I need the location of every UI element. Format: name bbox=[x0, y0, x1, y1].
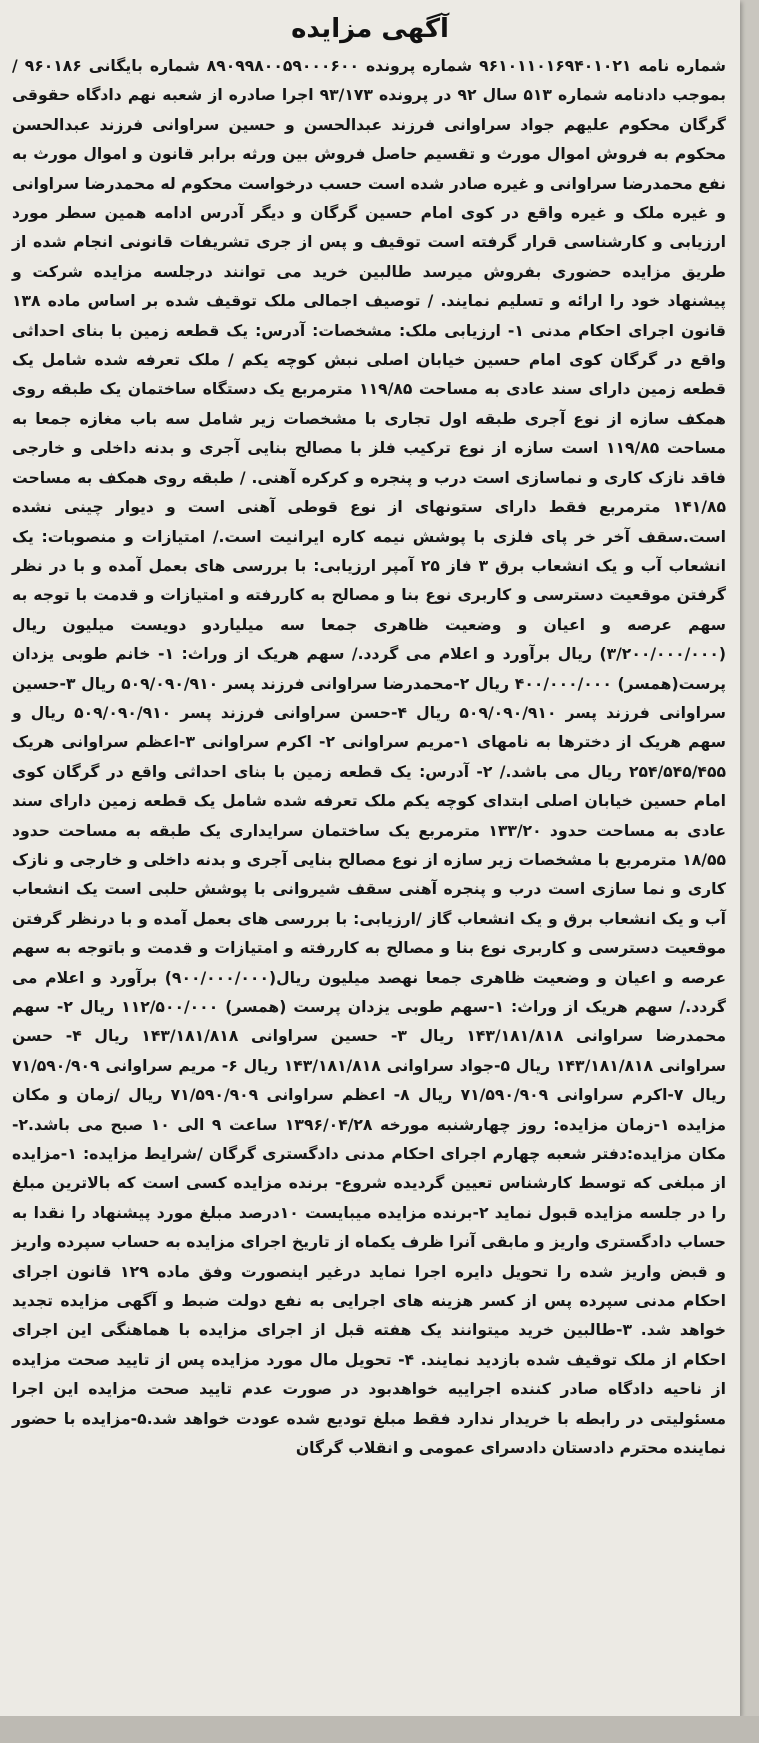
notice-title: آگهی مزایده bbox=[291, 14, 449, 44]
notice-body: شماره نامه ۹۶۱۰۱۱۰۱۶۹۴۰۱۰۲۱ شماره پرونده ۸۹۰۹۹۸۰۰۵۹۰۰۰۶۰۰ شماره بایگانی ۹۶۰۱۸۶ /بموجب دادنامه شماره ۵۱۳ سال ۹۲ در پرونده ۹۳/۱۷۳ اجرا صادره از شعبه نهم دادگاه حقوقی گرگان محکوم علیهم جواد سراوانی فرزند عبدالحسن و حسین سراوانی فرزند عبدالحسن محکوم به فروش اموال مورث و تقسیم حاصل فروش بین ورثه برابر قانون و اموال مورث به نفع محمدرضا سراوانی و غیره صادر شده است حسب درخواست محکوم له محمدرضا سراوانی و غیره ملک و غیره واقع در کوی امام حسین گرگان و دیگر آدرس ادامه همین سطر مورد ارزیابی و کارشناسی قرار گرفته است توقیف و پس از جری تشریفات قانونی انجام شده از طریق مزایده حضوری بفروش میرسد طالبین خرید می توانند درجلسه مزایده شرکت و پیشنهاد خود را ارائه و تسلیم نمایند. / توصیف اجمالی ملک توقیف شده بر اساس ماده ۱۳۸ قانون اجرای احکام مدنی ۱- ارزیابی ملک: مشخصات: آدرس: یک قطعه زمین با بنای احداثی واقع در گرگان کوی امام حسین خیابان اصلی نبش کوچه یکم / ملک تعرفه شده شامل یک قطعه زمین دارای سند عادی به مساحت ۱۱۹/۸۵ مترمربع یک دستگاه ساختمان یک طبقه روی همکف سازه از نوع آجری طبقه اول تجاری با مشخصات زیر شامل سه باب مغازه جمعا به مساحت ۱۱۹/۸۵ است سازه از نوع ترکیب فلز با مصالح بنایی آجری و بدنه داخلی و خارجی فاقد نازک کاری و نماسازی است درب و پنجره و کرکره آهنی. / طبقه روی همکف به مساحت ۱۴۱/۸۵ مترمربع فقط دارای ستونهای از نوع قوطی آهنی است و دیوار چینی نشده است.سقف آخر خر پای فلزی با پوشش نیمه کاره ایرانیت است./ امتیازات و منصوبات: یک انشعاب آب و یک انشعاب برق ۳ فاز ۲۵ آمپر ارزیابی: با بررسی های بعمل آمده و با در نظر گرفتن موقعیت دسترسی و کاربری نوع بنا و مصالح به کاررفته و امتیازات و قدمت با توجه به سهم عرصه و اعیان و وضعیت ظاهری جمعا سه میلیاردو دویست میلیون ریال (۳/۲۰۰/۰۰۰/۰۰۰) ریال برآورد و اعلام می گردد./ سهم هریک از وراث: ۱- خانم طوبی یزدان پرست(همسر) ۴۰۰/۰۰۰/۰۰۰ ریال ۲-محمدرضا سراوانی فرزند پسر ۵۰۹/۰۹۰/۹۱۰ ریال ۳-حسین سراوانی فرزند پسر ۵۰۹/۰۹۰/۹۱۰ ریال ۴-حسن سراوانی فرزند پسر ۵۰۹/۰۹۰/۹۱۰ ریال و سهم هریک از دخترها به نامهای ۱-مریم سراوانی ۲- اکرم سراوانی ۳-اعظم سراوانی هریک ۲۵۴/۵۴۵/۴۵۵ ریال می باشد./ ۲- آدرس: یک قطعه زمین با بنای احداثی واقع در گرگان کوی امام حسین خیابان اصلی ابتدای کوچه یکم ملک تعرفه شده شامل یک قطعه زمین دارای سند عادی به مساحت حدود ۱۳۳/۲۰ مترمربع یک ساختمان سرایداری یک طبقه به مساحت حدود ۱۸/۵۵ مترمربع با مشخصات زیر سازه از نوع مصالح بنایی آجری و بدنه داخلی و خارجی و نازک کاری و نما سازی است درب و پنجره آهنی سقف شیروانی با پوشش حلبی است یک انشعاب آب و یک انشعاب برق و یک انشعاب گاز /ارزیابی: با بررسی های بعمل آمده و با درنظر گرفتن موقعیت دسترسی و کاربری نوع بنا و مصالح به کاررفته و امتیازات و قدمت و باتوجه به سهم عرصه و اعیان و وضعیت ظاهری جمعا نهصد میلیون ریال(۹۰۰/۰۰۰/۰۰۰) برآورد و اعلام می گردد./ سهم هریک از وراث: ۱-سهم طوبی یزدان پرست (همسر) ۱۱۲/۵۰۰/۰۰۰ ریال ۲- سهم محمدرضا سراوانی ۱۴۳/۱۸۱/۸۱۸ ریال ۳- حسین سراوانی ۱۴۳/۱۸۱/۸۱۸ ریال ۴- حسن سراوانی ۱۴۳/۱۸۱/۸۱۸ ریال ۵-جواد سراوانی ۱۴۳/۱۸۱/۸۱۸ ریال ۶- مریم سراوانی ۷۱/۵۹۰/۹۰۹ ریال ۷-اکرم سراوانی ۷۱/۵۹۰/۹۰۹ ریال ۸- اعظم سراوانی ۷۱/۵۹۰/۹۰۹ ریال /زمان و مکان مزایده ۱-زمان مزایده: روز چهارشنبه مورخه ۱۳۹۶/۰۴/۲۸ ساعت ۹ الی ۱۰ صبح می باشد.۲-مکان مزایده:دفتر شعبه چهارم اجرای احکام مدنی دادگستری گرگان /شرایط مزایده: ۱-مزایده از مبلغی که توسط کارشناس تعیین گردیده شروع- برنده مزایده کسی است که بالاترین مبلغ را در جلسه مزایده قبول نماید ۲-برنده مزایده میبایست ۱۰درصد مبلغ مورد پیشنهاد را نقدا به حساب دادگستری واریز و مابقی آنرا ظرف یکماه از تاریخ اجرای مزایده به حساب سپرده واریز و قبض واریز شده را تحویل دایره اجرا نماید درغیر اینصورت وفق ماده ۱۲۹ قانون اجرای احکام مدنی سپرده پس از کسر هزینه های اجرایی به نفع دولت ضبط و آگهی مزایده تجدید خواهد شد. ۳-طالبین خرید میتوانند یک هفته قبل از اجرای مزایده با هماهنگی این اجرای احکام از ملک توقیف شده بازدید نمایند. ۴- تحویل مال مورد مزایده پس از تایید صحت مزایده از ناحیه دادگاه صادر کننده اجراییه خواهدبود در صورت عدم تایید صحت مزایده این اجرا مسئولیتی در رابطه با خریدار ندارد فقط مبلغ تودیع شده عودت خواهد شد.۵-مزایده با حضور نماینده محترم دادستان دادسرای عمومی و انقلاب گرگان bbox=[12, 57, 727, 1458]
scan-background bbox=[0, 1716, 759, 1743]
